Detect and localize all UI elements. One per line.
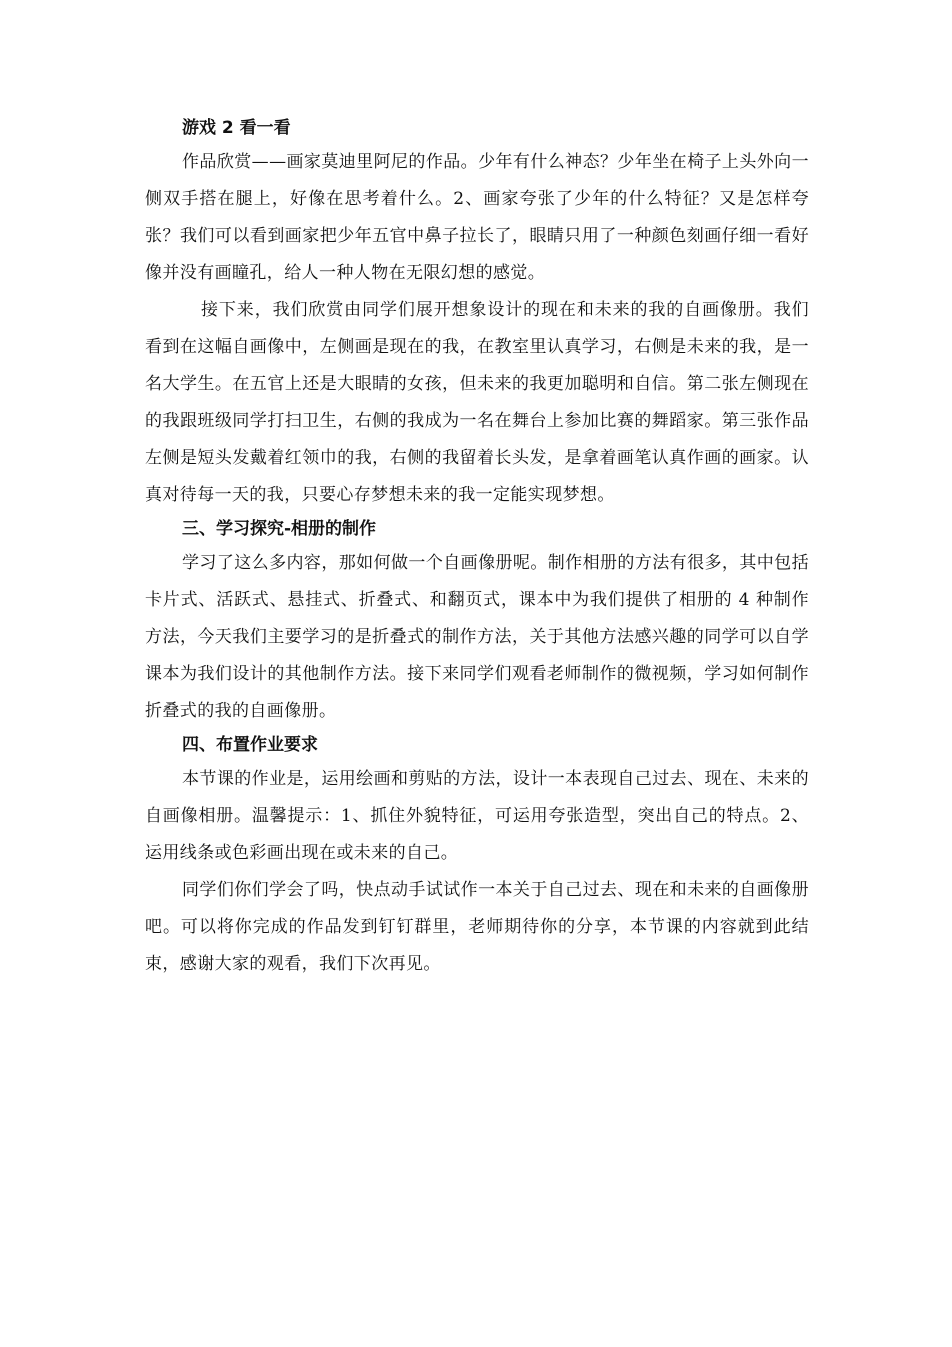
heading-homework: 四、布置作业要求 [182,735,318,755]
paragraph-album-methods: 学习了这么多内容，那如何做一个自画像册呢。制作相册的方法有很多，其中包括卡片式、活跃式、悬挂式、折叠式、和翻页式，课本中为我们提供了相册的 4 种制作方法，今天我们主要学习的是折叠式的制作方法，关于其他方法感兴趣的同学可以自学课本为我们设计的其他制作方法。接下来同学们观看老师制作的微视频，学习如何制作折叠式的我的自画像册。 [145,553,809,721]
paragraph-artwork-appreciation: 作品欣赏——画家莫迪里阿尼的作品。少年有什么神态？少年坐在椅子上头外向一侧双手搭在腿上，好像在思考着什么。2、画家夸张了少年的什么特征？又是怎样夸张？我们可以看到画家把少年五官中鼻子拉长了，眼睛只用了一种颜色刻画仔细一看好像并没有画瞳孔，给人一种人物在无限幻想的感觉。 [145,152,809,283]
heading-album-making: 三、学习探究-相册的制作 [182,519,377,539]
heading-game-2: 游戏 2 看一看 [182,118,291,138]
paragraph-closing: 同学们你们学会了吗，快点动手试试作一本关于自己过去、现在和未来的自画像册吧。可以将你完成的作品发到钉钉群里，老师期待你的分享，本节课的内容就到此结束，感谢大家的观看，我们下次再见。 [145,880,809,974]
paragraph-homework-details: 本节课的作业是，运用绘画和剪贴的方法，设计一本表现自己过去、现在、未来的自画像相册。温馨提示：1、抓住外貌特征，可运用夸张造型，突出自己的特点。2、运用线条或色彩画出现在或未来的自己。 [145,769,809,863]
document-body [145,113,809,983]
paragraph-student-albums: 接下来，我们欣赏由同学们展开想象设计的现在和未来的我的自画像册。我们看到在这幅自画像中，左侧画是现在的我，在教室里认真学习，右侧是未来的我，是一名大学生。在五官上还是大眼睛的女孩，但未来的我更加聪明和自信。第二张左侧现在的我跟班级同学打扫卫生，右侧的我成为一名在舞台上参加比赛的舞蹈家。第三张作品左侧是短头发戴着红领巾的我，右侧的我留着长头发，是拿着画笔认真作画的画家。认真对待每一天的我，只要心存梦想未来的我一定能实现梦想。 [145,300,809,505]
